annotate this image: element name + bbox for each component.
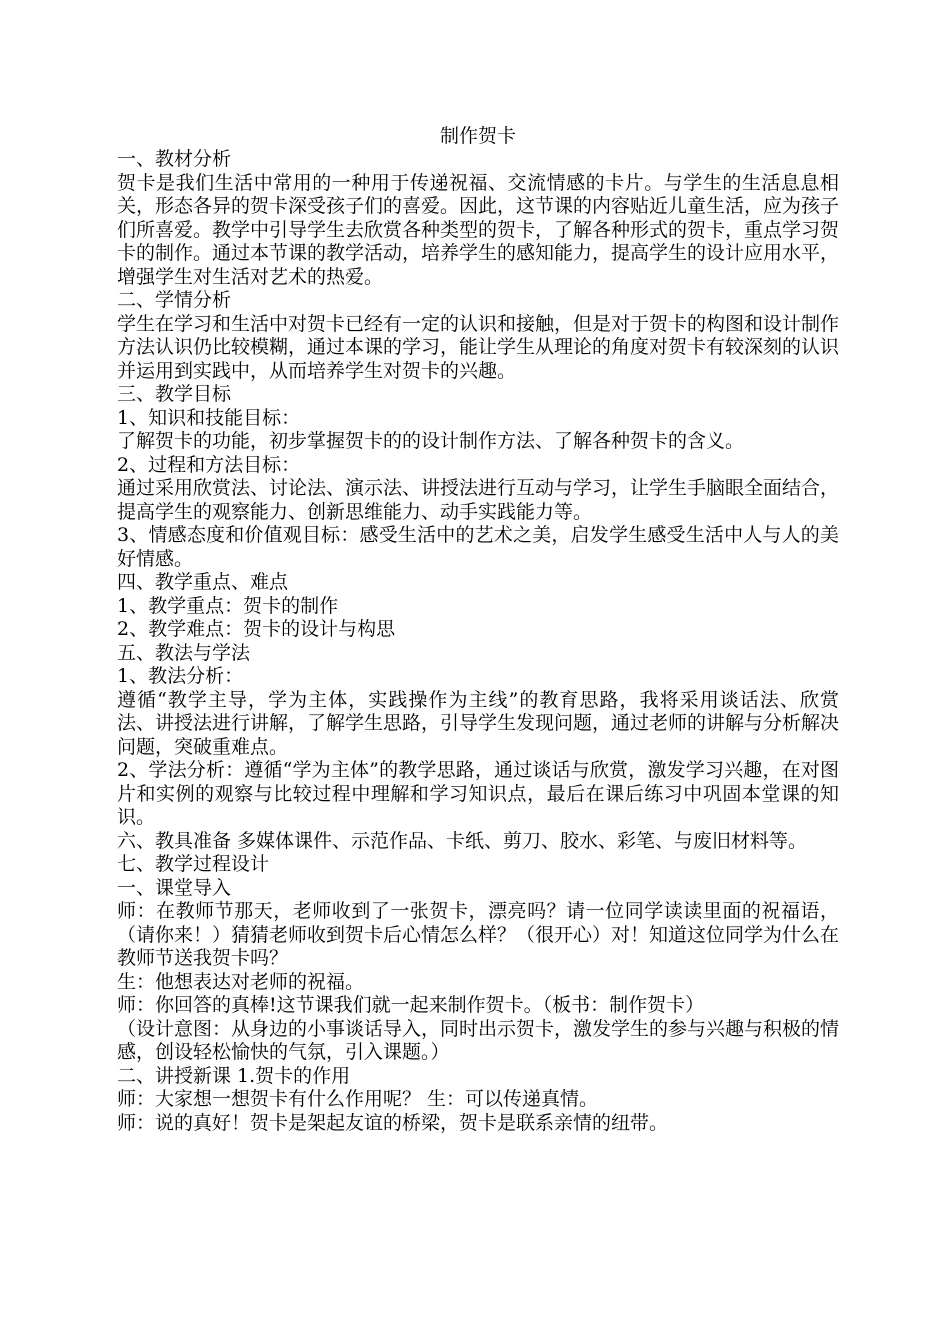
paragraph: 2、教学难点：贺卡的设计与构思 bbox=[117, 618, 396, 640]
subheading: 2、过程和方法目标： bbox=[117, 453, 301, 476]
subheading: 二、讲授新课 1.贺卡的作用 bbox=[117, 1064, 351, 1087]
subheading: 一、课堂导入 bbox=[117, 876, 232, 899]
section-heading: 五、教法与学法 bbox=[117, 641, 251, 664]
subheading: 1、教法分析： bbox=[117, 665, 244, 687]
paragraph: 贺卡是我们生活中常用的一种用于传递祝福、交流情感的卡片。与学生的生活息息相关，形态各异的贺卡深受孩子们的喜爱。因此，这节课的内容贴近儿童生活，应为孩子们所喜爱。教学中引导学生去欣赏各种类型的贺卡，了解各种形式的贺卡，重点学习贺卡的制作。通过本节课的教学活动，培养学生的感知能力，提高学生的设计应用水平，增强学生对生活对艺术的热爱。 bbox=[117, 171, 840, 288]
paragraph: 六、教具准备 多媒体课件、示范作品、卡纸、剪刀、胶水、彩笔、与废旧材料等。 bbox=[117, 829, 808, 852]
paragraph: 3、情感态度和价值观目标：感受生活中的艺术之美，启发学生感受生活中人与人的美好情感。 bbox=[117, 524, 839, 570]
subheading: 1、知识和技能目标： bbox=[117, 406, 301, 429]
paragraph: 师：在教师节那天，老师收到了一张贺卡，漂亮吗？请一位同学读读里面的祝福语，（请你来！）猜猜老师收到贺卡后心情怎么样？（很开心）对！知道这位同学为什么在教师节送我贺卡吗？ bbox=[117, 900, 840, 969]
paragraph: 师：你回答的真棒!这节课我们就一起来制作贺卡。（板书：制作贺卡） bbox=[117, 994, 705, 1016]
paragraph: 师：说的真好！贺卡是架起友谊的桥梁，贺卡是联系亲情的纽带。 bbox=[117, 1111, 669, 1134]
paragraph: 遵循“教学主导，学为主体，实践操作为主线”的教育思路，我将采用谈话法、欣赏法、讲授法进行讲解，了解学生思路，引导学生发现问题，通过老师的讲解与分析解决问题，突破重难点。 bbox=[117, 688, 840, 758]
paragraph: 生：他想表达对老师的祝福。 bbox=[117, 970, 365, 993]
section-heading: 七、教学过程设计 bbox=[117, 853, 270, 875]
document-page bbox=[117, 124, 839, 1135]
section-heading: 二、学情分析 bbox=[117, 289, 232, 311]
paragraph: 1、教学重点：贺卡的制作 bbox=[117, 594, 339, 617]
paragraph: 通过采用欣赏法、讨论法、演示法、讲授法进行互动与学习，让学生手脑眼全面结合，提高学生的观察能力、创新思维能力、动手实践能力等。 bbox=[117, 477, 840, 523]
section-heading: 三、教学目标 bbox=[117, 383, 232, 405]
paragraph: 学生在学习和生活中对贺卡已经有一定的认识和接触，但是对于贺卡的构图和设计制作方法认识仍比较模糊，通过本课的学习，能让学生从理论的角度对贺卡有较深刻的认识并运用到实践中，从而培养学生对贺卡的兴趣。 bbox=[117, 312, 840, 382]
section-heading: 一、教材分析 bbox=[117, 148, 232, 170]
paragraph: 师：大家想一想贺卡有什么作用呢？ 生：可以传递真情。 bbox=[117, 1088, 599, 1110]
document-title: 制作贺卡 bbox=[439, 125, 516, 147]
section-heading: 四、教学重点、难点 bbox=[117, 571, 289, 593]
paragraph: 2、学法分析：遵循“学为主体”的教学思路，通过谈话与欣赏，激发学习兴趣，在对图片和实例的观察与比较过程中理解和学习知识点，最后在课后练习中巩固本堂课的知识。 bbox=[117, 759, 839, 828]
paragraph: 了解贺卡的功能，初步掌握贺卡的的设计制作方法、了解各种贺卡的含义。 bbox=[117, 430, 745, 452]
paragraph: （设计意图：从身边的小事谈话导入，同时出示贺卡，激发学生的参与兴趣与积极的情感，创设轻松愉快的气氛，引入课题。） bbox=[117, 1017, 840, 1063]
